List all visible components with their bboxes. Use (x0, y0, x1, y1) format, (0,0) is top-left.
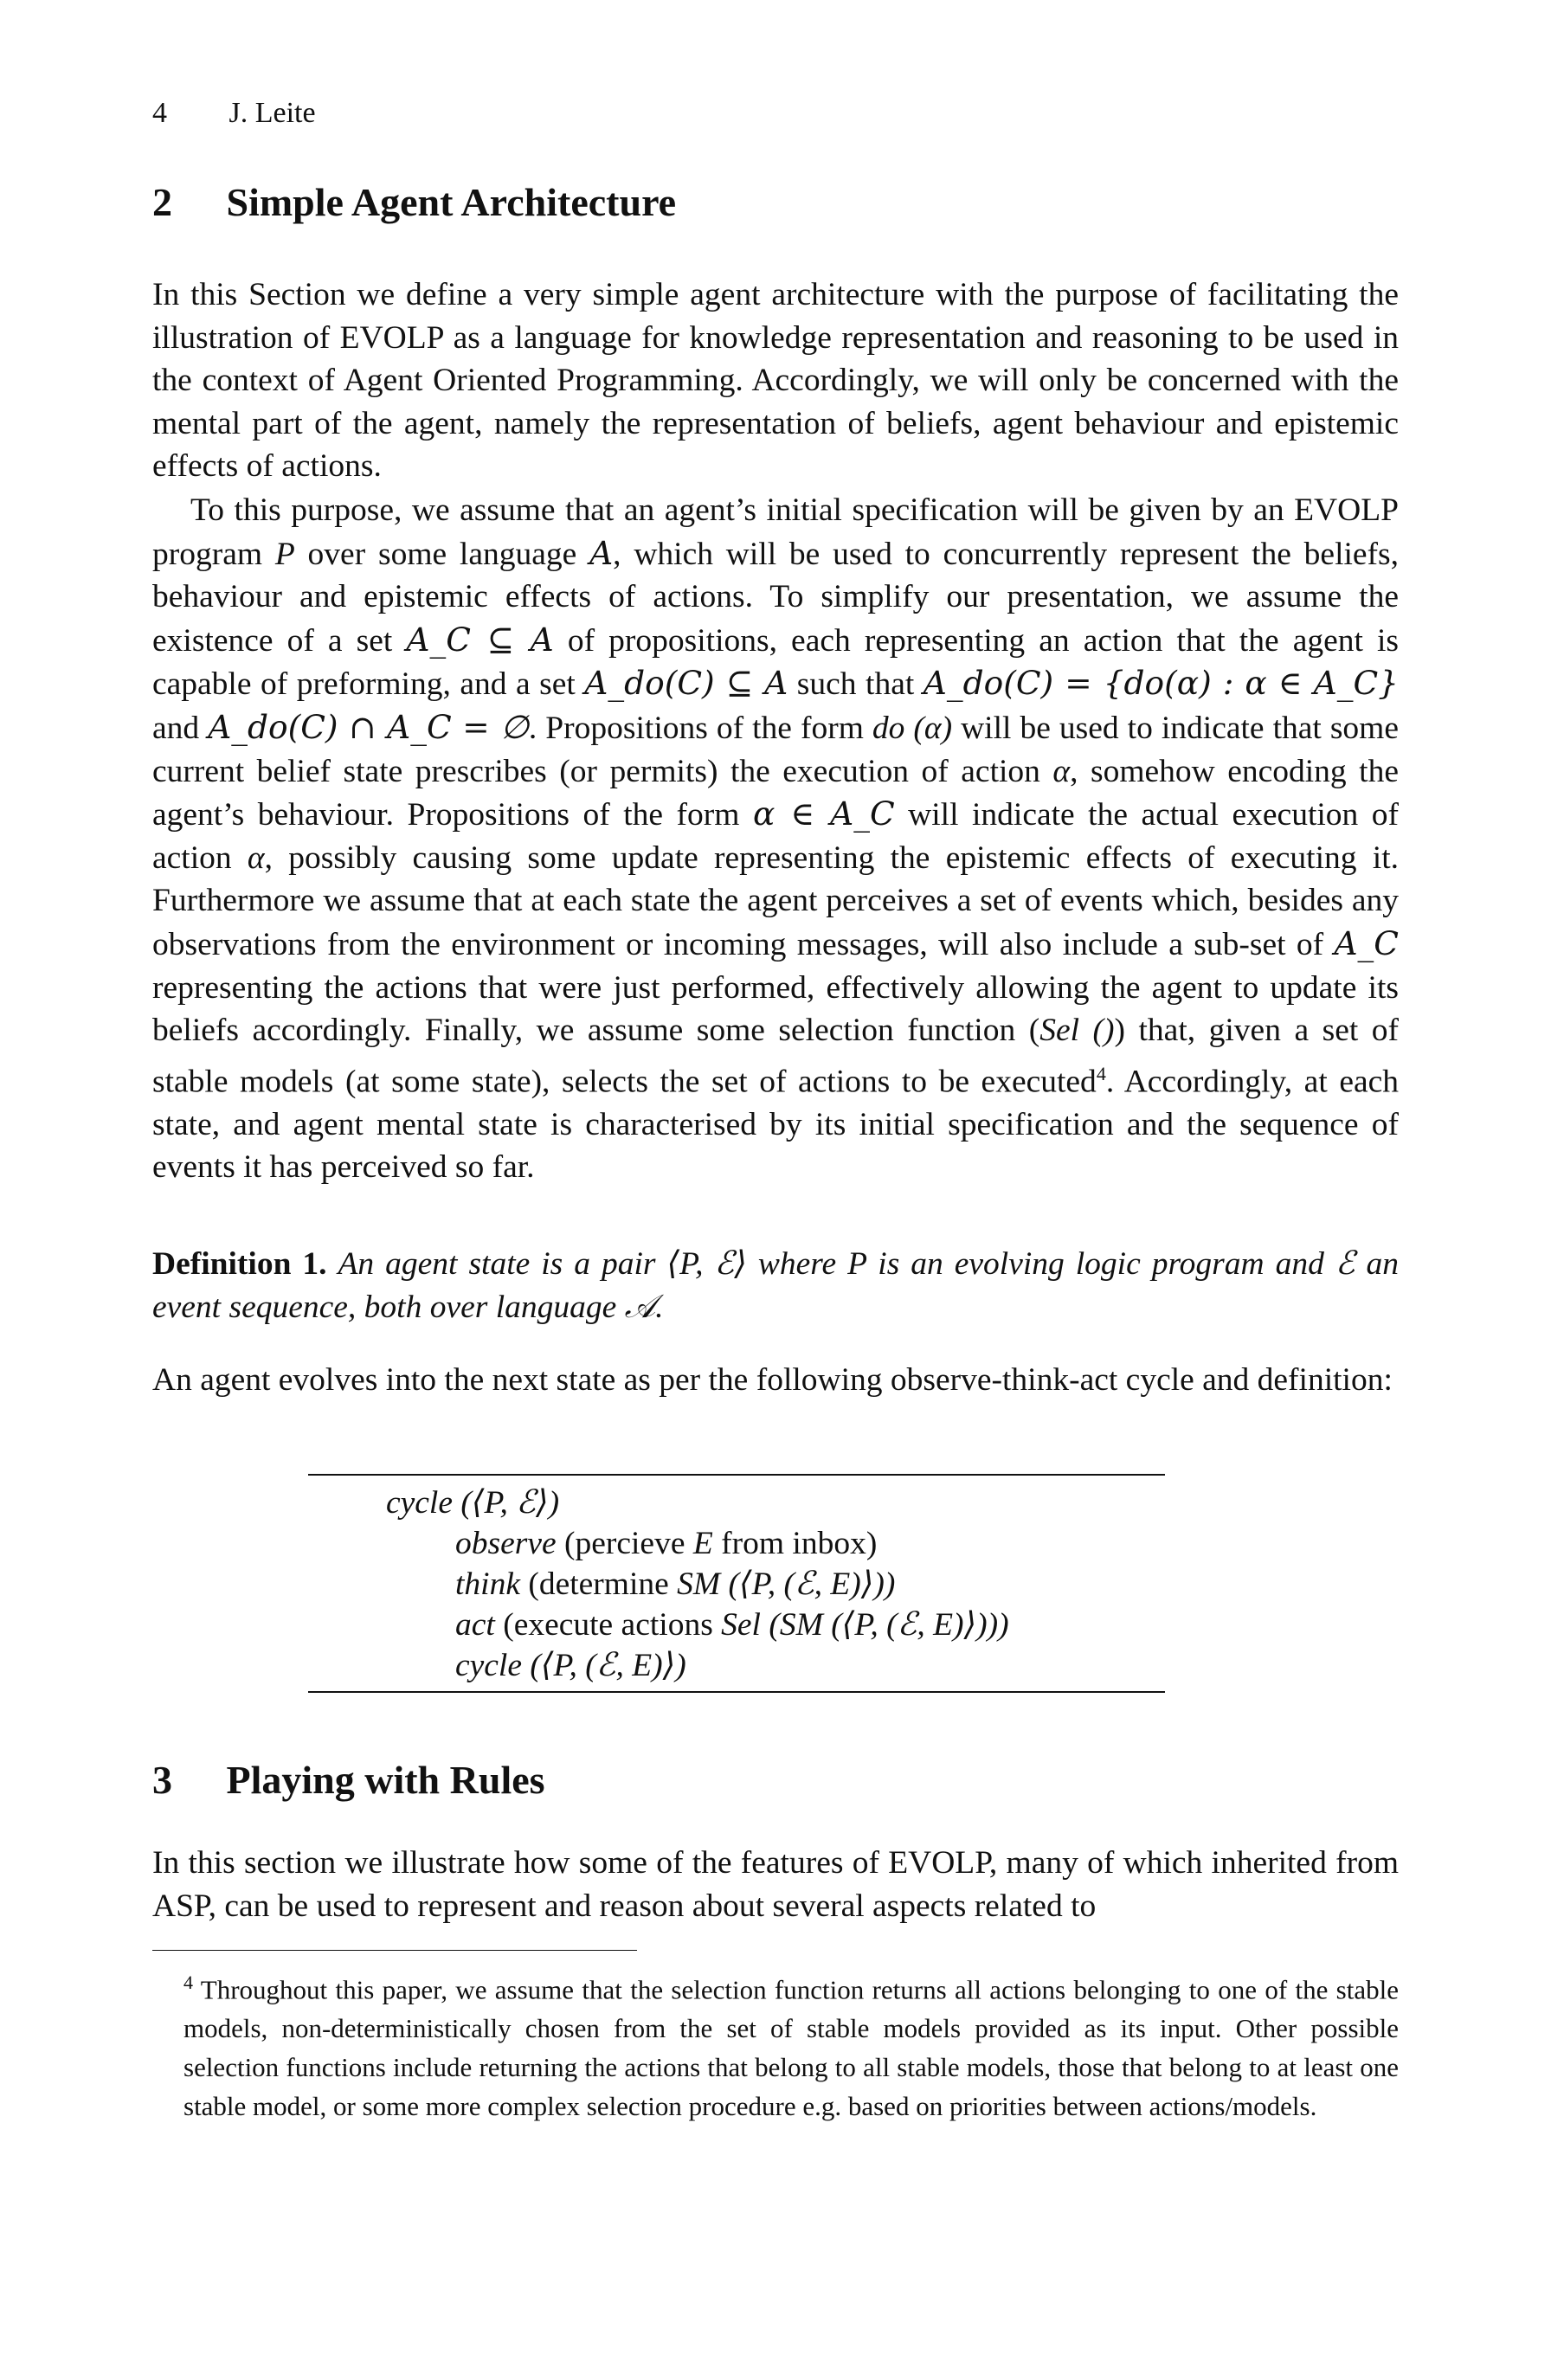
section-title: Simple Agent Architecture (226, 180, 677, 224)
section-2-paragraph-3: An agent evolves into the next state as per the following observe-think-act cycle and definition: (152, 1362, 1393, 1398)
cycle-algorithm-box (308, 1474, 1165, 1693)
math-ado-definition: A_do(C) = {do(α) : α ∈ A_C} (923, 664, 1400, 703)
math-do-alpha: do (α) (872, 710, 953, 746)
cycle-line-think: think (determine SM (⟨P, (ℰ, E)⟩)) (455, 1566, 896, 1602)
math-alpha: α (1052, 753, 1071, 789)
running-head-author: J. Leite (228, 97, 316, 129)
definition-text: An agent state is a pair ⟨P, ℰ⟩ where P is an evolving logic program and ℰ an event sequence, both over language 𝒜. (152, 1246, 1400, 1325)
cycle-line-1: cycle (⟨P, ℰ⟩) (386, 1485, 560, 1521)
cycle-line-observe: observe (percieve E from inbox) (455, 1526, 878, 1561)
math-P: P (274, 536, 295, 572)
page-number: 4 (152, 97, 167, 129)
footnote-text: Throughout this paper, we assume that the selection function returns all actions belonging to one of the stable models, non-deterministically chosen from the set of stable models provided as its input. Other possible selection functions include returning the actions that belong to all stable models, those that belong to at least one stable model, or some more complex selection procedure e.g. based on priorities between actions/models. (183, 1974, 1399, 2122)
cycle-line-act: act (execute actions Sel (SM (⟨P, (ℰ, E)⟩))) (455, 1607, 1009, 1643)
section-number: 3 (152, 1758, 172, 1802)
section-title: Playing with Rules (226, 1758, 545, 1802)
math-ado-intersection: A_do(C) ∩ A_C = ∅ (208, 707, 529, 746)
math-ac-subset-a: A_C ⊆ A (406, 620, 554, 659)
section-2-heading (152, 179, 676, 225)
math-ac: A_C (1334, 923, 1399, 962)
cycle-line-recurse: cycle (⟨P, (ℰ, E)⟩) (455, 1648, 686, 1683)
math-alpha-in-ac: α ∈ A_C (752, 794, 895, 833)
footnote-number: 4 (183, 1972, 193, 1993)
cycle-bottom-rule (308, 1691, 1165, 1693)
math-ado-subset-a: A_do(C) ⊆ A (584, 664, 788, 703)
footnote-rule (152, 1950, 637, 1951)
running-header (152, 97, 316, 130)
section-3-heading (152, 1757, 545, 1803)
math-sel: Sel () (1039, 1013, 1115, 1049)
definition-1 (152, 1243, 1399, 1328)
math-A: A (589, 533, 614, 572)
section-number: 2 (152, 180, 172, 224)
section-2-paragraph-1: In this Section we define a very simple agent architecture with the purpose of facilitating the illustration of EVOLP as a language for knowledge representation and reasoning to be used in the context of Agent Oriented Programming. Accordingly, we will only be concerned with the mental part of the agent, namely the representation of beliefs, agent behaviour and epistemic effects of actions. (152, 277, 1399, 485)
math-alpha: α (247, 839, 265, 876)
definition-label: Definition 1. (152, 1246, 327, 1282)
footnote-marker: 4 (1096, 1062, 1106, 1084)
section-2-paragraph-2: To this purpose, we assume that an agent’s initial specification will be given by an EVOLP program P over some language A, which will be used to concurrently represent the beliefs, behaviour and epistemic effects of actions. To simplify our presentation, we assume the existence of a set A_C ⊆ A of propositions, each representing an action that the agent is capable of preforming, and a set A_do(C) ⊆ A such that A_do(C) = {do(α) : α ∈ A_C} and A_do(C) ∩ A_C = ∅. Propositions of the form do (α) will be used to indicate that some current belief state prescribes (or permits) the execution of action α, somehow encoding the agent’s behaviour. Propositions of the form α ∈ A_C will indicate the actual execution of action α, possibly causing some update representing the epistemic effects of executing it. Furthermore we assume that at each state the agent perceives a set of events which, besides any observations from the environment or incoming messages, will also include a sub-set of A_C representing the actions that were just performed, effectively allowing the agent to update its beliefs accordingly. Finally, we assume some selection function (Sel ()) that, given a set of stable models (at some state), selects the set of actions to be executed$^4$. Accordingly, at each state, and agent mental state is characterised by its initial specification and the sequence of events it has perceived so far. (152, 492, 1400, 1186)
section-3-paragraph-1: In this section we illustrate how some of the features of EVOLP, many of which inherited from ASP, can be used to represent and reason about several aspects related to (152, 1845, 1399, 1924)
footnote-4 (152, 1963, 1399, 2126)
